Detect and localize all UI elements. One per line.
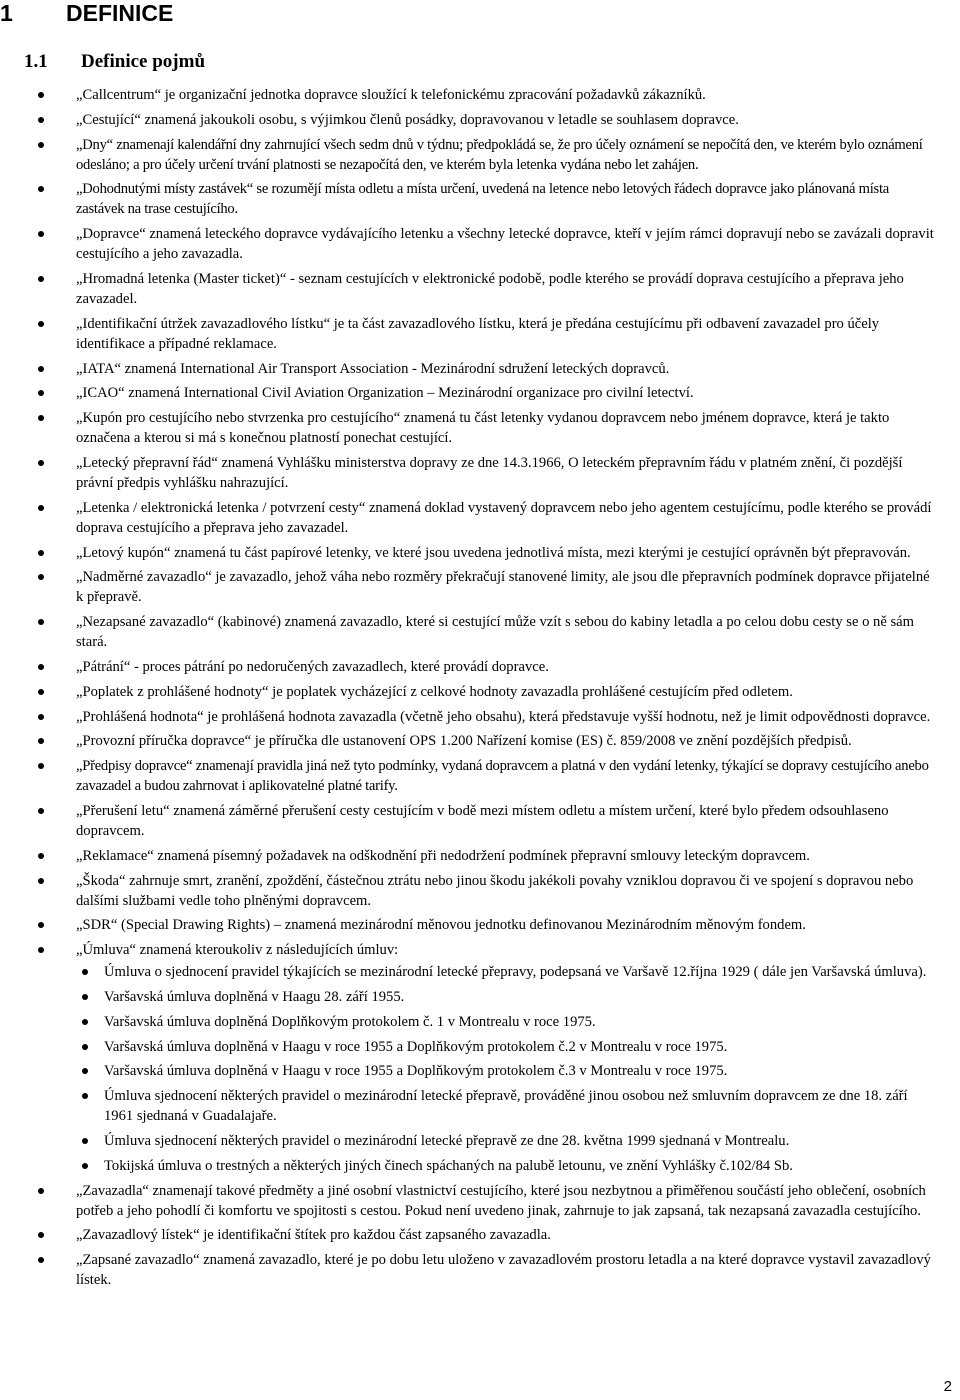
definition-item-preruseni-letu: „Přerušení letu“ znamená záměrné přerušení cesty cestujícím v bodě mezi místem odletu a místem určení, které bylo předem odsouhlaseno dopravcem. [0, 801, 940, 841]
definitions-list [0, 85, 940, 1295]
chapter-heading [0, 0, 173, 26]
definition-item-cestujici: „Cestující“ znamená jakoukoli osobu, s výjimkou členů posádky, dopravovanou v letadle se souhlasem dopravce. [0, 110, 940, 130]
convention-item: Úmluva sjednocení některých pravidel o mezinárodní letecké přepravě, prováděné jinou osobou než smluvním dopravcem ze dne 18. září 1961 sjednaná v Guadalajaře. [76, 1086, 940, 1126]
convention-item: Varšavská úmluva doplněná v Haagu 28. září 1955. [76, 987, 940, 1007]
definition-item-dopravce: „Dopravce“ znamená leteckého dopravce vydávajícího letenku a všechny letecké dopravce, kteří v jejím rámci dopravují nebo se zavázali dopravit cestujícího a jeho zavazadla. [0, 224, 940, 264]
convention-item: Úmluva sjednocení některých pravidel o mezinárodní letecké přepravě ze dne 28. května 1999 sjednaná v Montrealu. [76, 1131, 940, 1151]
definition-item-reklamace: „Reklamace“ znamená písemný požadavek na odškodnění při nedodržení podmínek přepravní smlouvy leteckým dopravcem. [0, 846, 940, 866]
definition-item-kupon: „Kupón pro cestujícího nebo stvrzenka pro cestujícího“ znamená tu část letenky vydanou dopravcem nebo jménem dopravce, která je takto označena a kterou si má s konečnou platností ponechat cestující. [0, 408, 940, 448]
convention-item: Úmluva o sjednocení pravidel týkajících se mezinárodní letecké přepravy, podepsaná ve Varšavě 12.října 1929 ( dále jen Varšavská úmluva). [76, 962, 940, 982]
section-heading [24, 51, 205, 73]
definition-item-hromadna-letenka: „Hromadná letenka (Master ticket)“ - seznam cestujících v elektronické podobě, podle kterého se provádí doprava cestujícího a přeprava jeho zavazadel. [0, 269, 940, 309]
section-number: 1.1 [24, 51, 48, 72]
convention-item: Varšavská úmluva doplněná Doplňkovým protokolem č. 1 v Montrealu v roce 1975. [76, 1012, 940, 1032]
definition-item-dny: „Dny“ znamenají kalendářní dny zahrnující všech sedm dnů v týdnu; předpokládá se, že pro účely oznámení se nepočítá den, ve kterém bylo oznámení odesláno; a pro účely určení trvání platnosti se nezapočítá den, ve kterém byla letenka vydána nebo let zahájen. [0, 135, 940, 175]
definition-item-letecky-prepravni-rad: „Letecký přepravní řád“ znamená Vyhlášku ministerstva dopravy ze dne 14.3.1966, O leteckém přepravním řádu v platném znění, či pozdější právní předpis vyhlášku nahrazující. [0, 453, 940, 493]
convention-item: Varšavská úmluva doplněná v Haagu v roce 1955 a Doplňkovým protokolem č.2 v Montrealu v roce 1975. [76, 1037, 940, 1057]
definition-item-letenka: „Letenka / elektronická letenka / potvrzení cesty“ znamená doklad vystavený dopravcem nebo jeho agentem cestujícímu, podle kterého se provádí doprava cestujícího a přeprava jeho zavazadel. [0, 498, 940, 538]
definition-item-letovy-kupon: „Letový kupón“ znamená tu část papírové letenky, ve které jsou uvedena jednotlivá místa, mezi kterými je cestující oprávněn být přepravován. [0, 543, 940, 563]
chapter-number: 1 [0, 0, 13, 26]
convention-item: Varšavská úmluva doplněná v Haagu v roce 1955 a Doplňkovým protokolem č.3 v Montrealu v roce 1975. [76, 1061, 940, 1081]
page-number: 2 [943, 1378, 952, 1395]
definition-item-provozni-prirucka: „Provozní příručka dopravce“ je příručka dle ustanovení OPS 1.200 Nařízení komise (ES) č. 859/2008 ve znění pozdějších předpisů. [0, 731, 940, 751]
definition-item-umluva [0, 940, 940, 1176]
definition-item-prohlasena-hodnota: „Prohlášená hodnota“ je prohlášená hodnota zavazadla (včetně jeho obsahu), která představuje vyšší hodnotu, než je limit odpovědnosti dopravce. [0, 707, 940, 727]
definition-item-icao: „ICAO“ znamená International Civil Aviation Organization – Mezinárodní organizace pro civilní letectví. [0, 383, 940, 403]
definition-item-identifikacni-utrzek: „Identifikační útržek zavazadlového lístku“ je ta část zavazadlového lístku, která je předána cestujícímu při odbavení zavazadel pro účely identifikace a případné reklamace. [0, 314, 940, 354]
definition-item-sdr: „SDR“ (Special Drawing Rights) – znamená mezinárodní měnovou jednotku definovanou Mezinárodním měnovým fondem. [0, 915, 940, 935]
definition-item-dohodnuta-mista: „Dohodnutými místy zastávek“ se rozumějí místa odletu a místa určení, uvedená na letence nebo letových řádech dopravce jako plánovaná místa zastávek na trase cestujícího. [0, 179, 940, 219]
definition-item-nezapsane-zavazadlo: „Nezapsané zavazadlo“ (kabinové) znamená zavazadlo, které si cestující může vzít s sebou do kabiny letadla a po celou dobu cesty se o ně sám stará. [0, 612, 940, 652]
definition-item-zavazadlovy-listek: „Zavazadlový lístek“ je identifikační štítek pro každou část zapsaného zavazadla. [0, 1225, 940, 1245]
chapter-title: DEFINICE [66, 0, 174, 26]
convention-item: Tokijská úmluva o trestných a některých jiných činech spáchaných na palubě letounu, ve znění Vyhlášky č.102/84 Sb. [76, 1156, 940, 1176]
definition-item-iata: „IATA“ znamená International Air Transport Association - Mezinárodní sdružení leteckých dopravců. [0, 359, 940, 379]
definition-item-callcentrum: „Callcentrum“ je organizační jednotka dopravce sloužící k telefonickému zpracování požadavků zákazníků. [0, 85, 940, 105]
conventions-list [76, 962, 940, 1176]
definition-item-predpisy-dopravce: „Předpisy dopravce“ znamenají pravidla jiná než tyto podmínky, vydaná dopravcem a platná v den vydání letenky, týkající se dopravy cestujícího anebo zavazadel a budou zahrnovat i aplikovatelné platné tarify. [0, 756, 940, 796]
definition-item-skoda: „Škoda“ zahrnuje smrt, zranění, zpoždění, částečnou ztrátu nebo jinou škodu jakékoli povahy vzniklou dopravou či ve spojení s dopravou nebo dalšími službami vedle toho plněnými dopravcem. [0, 871, 940, 911]
section-title: Definice pojmů [81, 51, 206, 72]
definition-item-zavazadla: „Zavazadla“ znamenají takové předměty a jiné osobní vlastnictví cestujícího, které jsou nezbytnou a přiměřenou součástí jeho oblečení, osobních potřeb a jeho pohodlí či komfortu ve spojitosti s cestou. Pokud není uvedeno jinak, zahrnuje to jak zapsaná, tak nezapsaná zavazadla cestujícího. [0, 1181, 940, 1221]
definition-item-nadmerne-zavazadlo: „Nadměrné zavazadlo“ je zavazadlo, jehož váha nebo rozměry překračují stanovené limity, ale jsou dle přepravních podmínek dopravce přijatelné k přepravě. [0, 567, 940, 607]
definition-item-patrani: „Pátrání“ - proces pátrání po nedoručených zavazadlech, které provádí dopravce. [0, 657, 940, 677]
definition-item-poplatek: „Poplatek z prohlášené hodnoty“ je poplatek vycházející z celkové hodnoty zavazadla prohlášené cestujícím před odletem. [0, 682, 940, 702]
definition-item-umluva-text: „Úmluva“ znamená kteroukoliv z následujících úmluv: [76, 942, 399, 959]
definition-item-zapsane-zavazadlo: „Zapsané zavazadlo“ znamená zavazadlo, které je po dobu letu uloženo v zavazadlovém prostoru letadla a na které dopravce vystavil zavazadlový lístek. [0, 1250, 940, 1290]
